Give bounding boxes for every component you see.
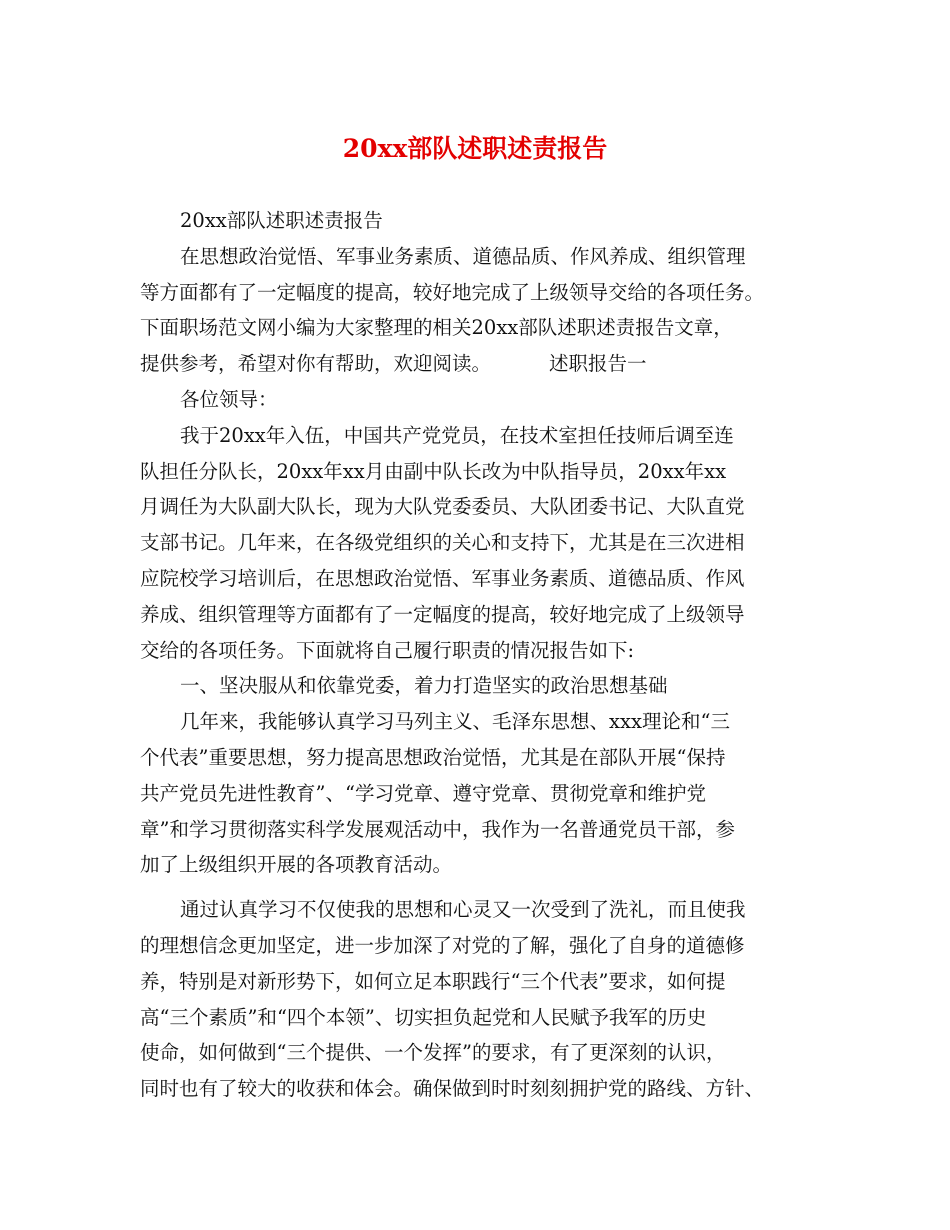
text-line: 月调任为大队副大队长，现为大队党委委员、大队团委书记、大队直党 [140, 495, 745, 519]
text-line: 20xx部队述职述责报告 [180, 209, 383, 232]
document-body [140, 203, 825, 1107]
text-line: 应院校学习培训后，在思想政治觉悟、军事业务素质、道德品质、作风 [140, 566, 745, 590]
paragraph-gap [140, 883, 825, 892]
text-line: 交给的各项任务。下面就将自己履行职责的情况报告如下: [140, 638, 635, 662]
text-line: 我于20xx年入伍，中国共产党党员，在技术室担任技师后调至连 [180, 423, 734, 447]
text-line: 在思想政治觉悟、军事业务素质、道德品质、作风养成、组织管理 [180, 244, 746, 268]
paragraph-study [140, 704, 825, 883]
text-line: 高“三个素质”和“四个本领”、切实担负起党和人民赋予我军的历史 [140, 1005, 707, 1029]
text-line: 章”和学习贯彻落实科学发展观活动中，我作为一名普通党员干部，参 [140, 817, 735, 841]
text-line: 队担任分队长，20xx年xx月由副中队长改为中队指导员，20xx年xx [140, 459, 727, 483]
section-heading: 一、坚决服从和依靠党委，着力打造坚实的政治思想基础 [180, 674, 668, 698]
document-title: 20xx部队述职述责报告 [342, 134, 608, 163]
text-line: 等方面都有了一定幅度的提高，较好地完成了上级领导交给的各项任务。 [140, 280, 765, 304]
paragraph-introduction [140, 418, 825, 669]
section-heading-paragraph [140, 668, 825, 704]
text-line: 加了上级组织开展的各项教育活动。 [140, 853, 453, 877]
text-line: 的理想信念更加坚定，进一步加深了对党的了解，强化了自身的道德修 [140, 933, 745, 957]
section-heading-report-one: 述职报告一 [549, 352, 647, 376]
text-line: 通过认真学习不仅使我的思想和心灵又一次受到了洗礼，而且使我 [180, 898, 746, 922]
salutation: 各位领导： [180, 387, 278, 411]
intro-paragraph [140, 203, 825, 382]
text-line: 养成、组织管理等方面都有了一定幅度的提高，较好地完成了上级领导 [140, 602, 745, 626]
paragraph-results [140, 892, 825, 1107]
salutation-paragraph [140, 382, 825, 418]
text-line: 支部书记。几年来，在各级党组织的关心和支持下，尤其是在三次进相 [140, 531, 745, 555]
text-line: 使命，如何做到“三个提供、一个发挥”的要求，有了更深刻的认识， [140, 1041, 726, 1065]
text-line: 几年来，我能够认真学习马列主义、毛泽东思想、xxx理论和“三 [180, 710, 730, 734]
text-line: 下面职场范文网小编为大家整理的相关20xx部队述职述责报告文章， [140, 316, 733, 340]
text-line: 个代表”重要思想，努力提高思想政治觉悟，尤其是在部队开展“保持 [140, 745, 726, 769]
text-line [140, 346, 825, 382]
text-line: 共产党员先进性教育”、“学习党章、遵守党章、贯彻党章和维护党 [140, 781, 706, 805]
text-line: 同时也有了较大的收获和体会。确保做到时时刻刻拥护党的路线、方针、 [140, 1077, 765, 1101]
text-line: 养，特别是对新形势下，如何立足本职践行“三个代表”要求，如何提 [140, 969, 726, 993]
text-segment: 提供参考，希望对你有帮助，欢迎阅读。 [140, 352, 492, 376]
